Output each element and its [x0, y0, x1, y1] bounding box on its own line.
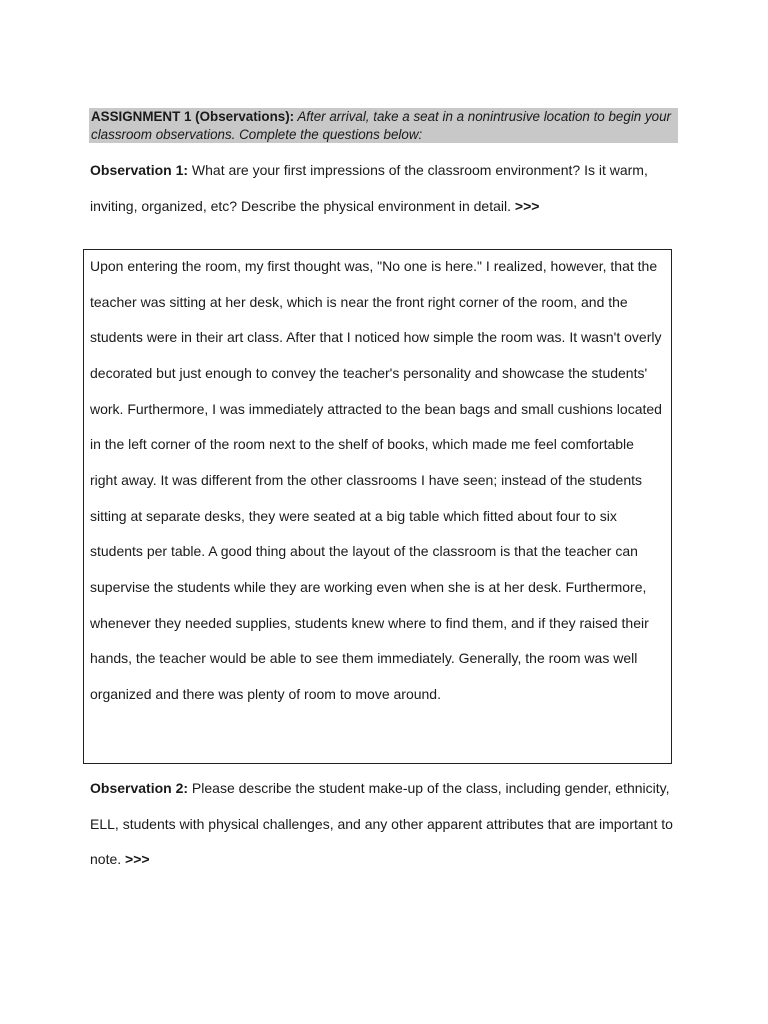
observation-2-arrow: >>>	[125, 851, 150, 868]
observation-1-answer-text: Upon entering the room, my first thought was, "No one is here." I realized, however, that the teacher was sitting at her desk, which is near the front right corner of the room, and the students were in their art class. After that I noticed how simple the room was. It wasn't overly decorated but just enough to convey the teacher's personality and showcase the students' work. Furthermore, I was immediately attracted to the bean bags and small cushions located in the left corner of the room next to the shelf of books, which made me feel comfortable right away. It was different from the other classrooms I have seen; instead of the students sitting at separate desks, they were seated at a big table which fitted about four to six students per table. A good thing about the layout of the classroom is that the teacher can supervise the students while they are working even when she is at her desk. Furthermore, whenever they needed supplies, students knew where to find them, and if they raised their hands, the teacher would be able to see them immediately. Generally, the room was well organized and there was plenty of room to move around.	[90, 258, 662, 702]
observation-2-label: Observation 2:	[90, 780, 189, 796]
observation-1-arrow: >>>	[514, 197, 540, 214]
observation-1-label: Observation 1:	[90, 162, 189, 178]
observation-1-prompt: What are your first impressions of the classroom environment? Is it warm, inviting, organized, etc? Describe the physical environment in detail.	[90, 162, 648, 214]
observation-1-question	[90, 153, 680, 224]
assignment-label: ASSIGNMENT 1 (Observations):	[91, 109, 295, 124]
assignment-description: After arrival, take a seat in a nonintrusive location to begin your classroom observations. Complete the questions below:	[91, 109, 672, 142]
observation-2-question	[90, 771, 680, 878]
observation-2-prompt: Please describe the student make-up of the class, including gender, ethnicity, ELL, students with physical challenges, and any other apparent attributes that are important to note.	[90, 780, 673, 868]
assignment-header	[89, 108, 678, 143]
observation-1-answer-box[interactable]	[83, 249, 672, 764]
